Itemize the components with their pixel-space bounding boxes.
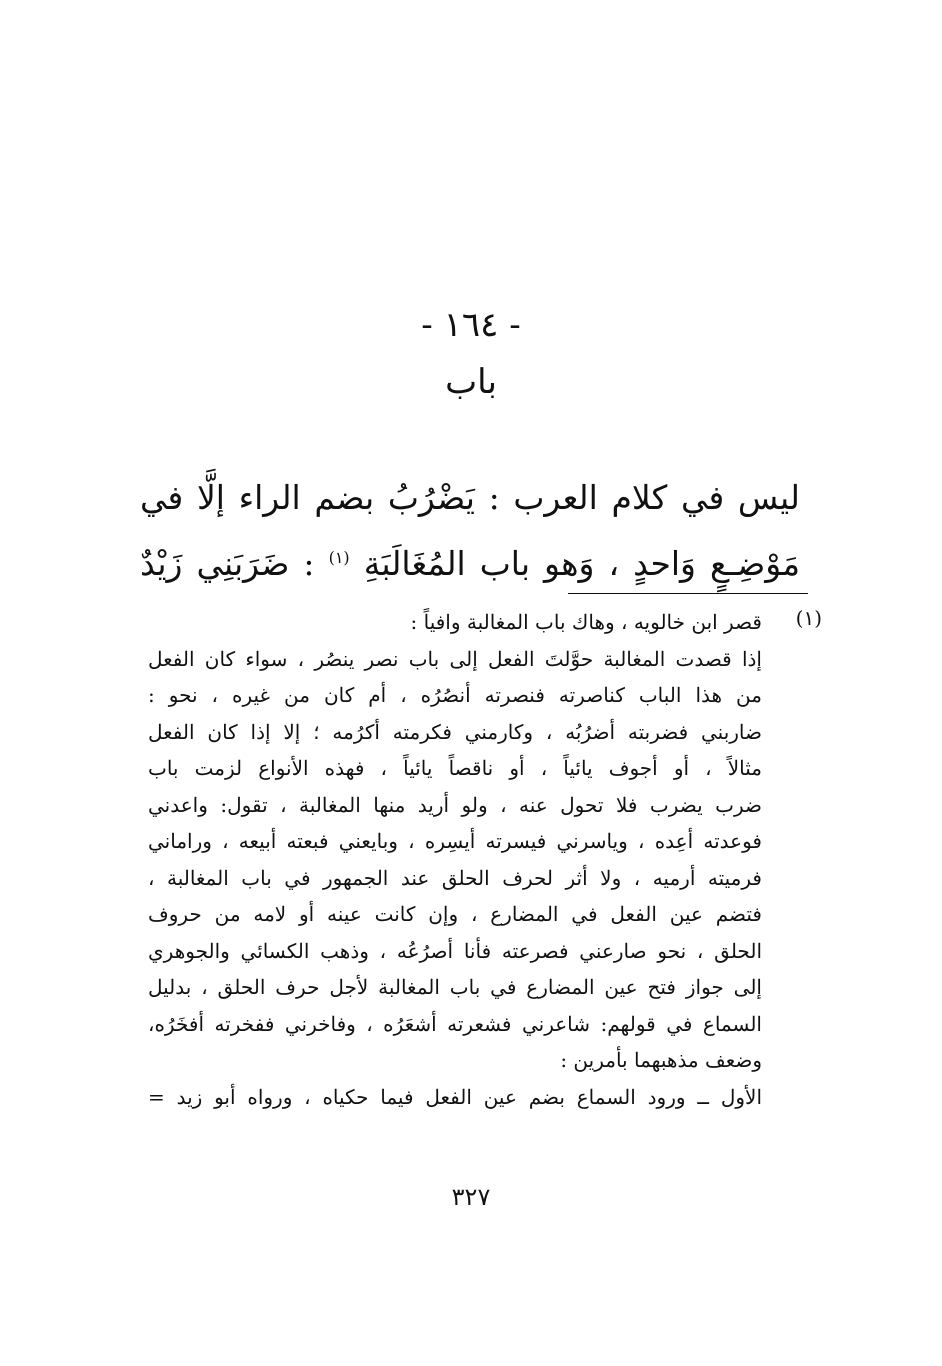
footnote-marker: (١) [328, 548, 350, 567]
footnote-line: إلى جواز فتح عين المضارع في باب المغالبة لأجل حرف الحلق ، بدليل [148, 975, 762, 999]
section-number: - ١٦٤ - [421, 305, 521, 345]
section-title: باب [445, 362, 497, 402]
footnote-line: وضعف مذهبهما بأمرين : [560, 1048, 762, 1072]
main-line-1: ليس في كلام العرب : يَضْرُبُ بضم الراء إلَّا في [140, 478, 800, 517]
footnote-line: فرميته أرميه ، ولا أثر لحرف الحلق عند الجمهور في باب المغالبة ، [148, 865, 762, 890]
footnote-line: قصر ابن خالويه ، وهاك باب المغالبة وافياً : [410, 610, 762, 634]
footnote-line: ضرب يضرب فلا تحول عنه ، ولو أريد منها المغالبة ، تقول: واعدني [148, 792, 762, 817]
footnote-line: ضاربني فضربته أضرُبُه ، وكارمني فكرمته أكرُمه ؛ إلا إذا كان الفعل [148, 719, 762, 744]
footnote-line: إذا قصدت المغالبة حوَّلتَ الفعل إلى باب نصر ينصُر ، سواء كان الفعل [148, 646, 762, 671]
footnote-line: مثالاً ، أو أجوف يائياً ، أو ناقصاً يائياً ، فهذه الأنواع لزمت باب [148, 756, 762, 780]
footnote-line: فتضم عين الفعل في المضارع ، وإن كانت عينه أو لامه من حروف [148, 902, 762, 926]
footnote-separator [568, 593, 808, 594]
footnote-line: الأول ــ ورود السماع بضم عين الفعل فيما حكياه ، ورواه أبو زيد = [148, 1084, 762, 1109]
main-line-2 [140, 528, 800, 594]
footnote-number: (١) [795, 606, 822, 630]
footnote-text [148, 604, 762, 1115]
page-number: ٣٢٧ [451, 1183, 491, 1211]
footnote-line: فوعدته أعِده ، وياسرني فيسرته أيسِره ، وبايعني فبعته أبيعه ، وراماني [148, 829, 762, 853]
main-line-2-head: مَوْضِـعٍ وَاحدٍ ، وَهو باب المُغَالَبَةِ [363, 544, 801, 583]
footnote-line: الحلق ، نحو صارعني فصرعته فأنا أصرُعُه ، وذهب الكسائي والجوهري [148, 938, 762, 963]
footnote-line: من هذا الباب كناصرته فنصرته أنصُرُه ، أم كان من غيره ، نحو : [148, 683, 762, 707]
main-line-2-tail: : ضَرَبَنِي زَيْدٌ [140, 544, 315, 583]
main-paragraph [140, 468, 800, 594]
footnote-line: السماع في قولهم: شاعرني فشعرته أشعَرُه ، وفاخرني ففخرته أفخَرُه، [148, 1011, 762, 1036]
